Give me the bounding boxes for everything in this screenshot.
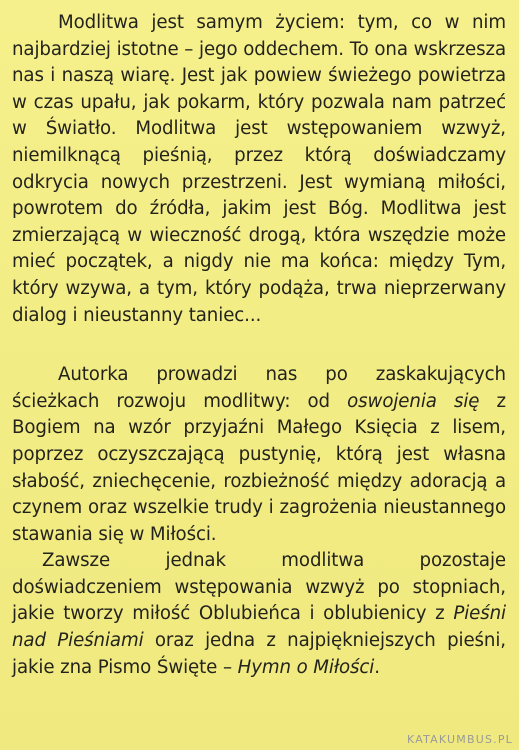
paragraph-1 (12, 10, 506, 329)
paragraph-2 (12, 362, 506, 548)
paragraph-2-after: z Bogiem na wzór przyjaźni Małego Księcia z lisem, poprzez oczyszczającą pustynię, którą jest własna słabość, zniechęcenie, rozbieżność między adoracją a czynem oraz wszelkie trudy i zagrożenia nieustannego stawania się w Miłości. (12, 390, 506, 545)
paragraph-2-italic: oswojenia się (347, 390, 480, 412)
watermark: KATAKUMBUS.PL (407, 733, 513, 746)
paragraph-1-text: Modlitwa jest samym życiem: tym, co w nim najbardziej istotne – jego oddechem. To ona wskrzesza nas i naszą wiarę. Jest jak powiew świeżego powietrza w czas upału, jak pokarm, który pozwala nam patrzeć w Światło. Modlitwa jest wstępowaniem wzwyż, niemilknącą pieśnią, przez którą doświadczamy odkrycia nowych przestrzeni. Jest wymianą miłości, powrotem do źródła, jakim jest Bóg. Modlitwa jest zmierzającą w wieczność drogą, która wszędzie może mieć początek, a nigdy nie ma końca: między Tym, który wzywa, a tym, który podąża, trwa nieprzerwany dialog i nieustanny taniec... (12, 12, 506, 326)
paragraph-3-italic-2: Hymn o Miłości (237, 656, 375, 678)
paragraph-3-middle: oraz jedna z najpiękniejszych pieśni, jakie zna Pismo Święte – (12, 630, 506, 678)
paragraph-3-before: Zawsze jednak modlitwa pozostaje doświadczeniem wstępowania wzwyż po stopniach, jakie tworzy miłość Oblubieńca i oblubienicy z (12, 550, 506, 625)
paragraph-3-after: . (374, 656, 380, 678)
paragraph-3 (12, 548, 506, 681)
paragraph-3-italic-1: Pieśni nad Pieśniami (12, 603, 506, 652)
blurb-text (12, 10, 506, 681)
paragraph-2-before: Autorka prowadzi nas po zaskakujących ścieżkach rozwoju modlitwy: od (12, 364, 506, 412)
